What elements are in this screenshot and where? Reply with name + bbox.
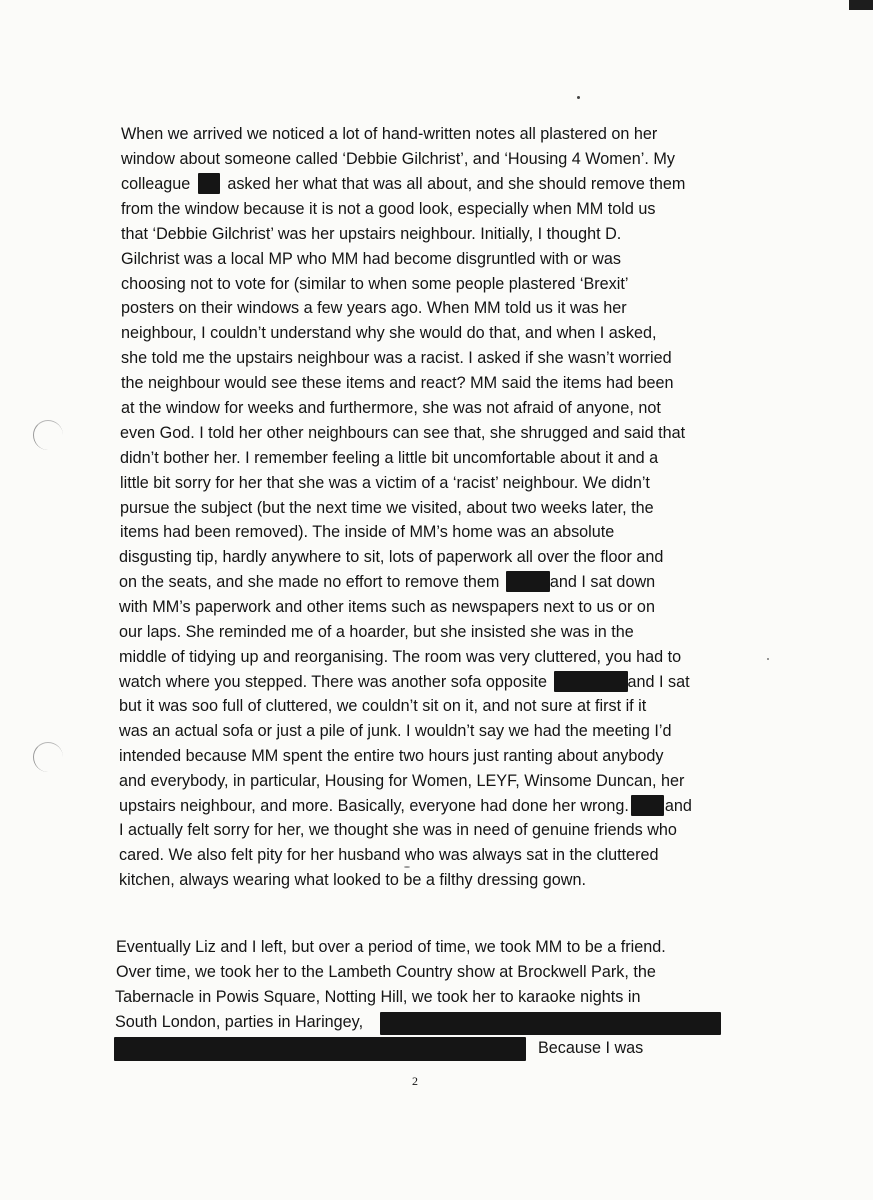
text-line (119, 794, 692, 818)
redaction-bar (198, 173, 220, 194)
redaction-bar (114, 1037, 526, 1061)
redaction-bar (506, 571, 550, 592)
text-line: pursue the subject (but the next time we visited, about two weeks later, the (120, 499, 654, 517)
text-line: intended because MM spent the entire two hours just ranting about anybody (119, 747, 664, 765)
text-segment: and I sat (627, 673, 690, 691)
text-line: neighbour, I couldn’t understand why she would do that, and when I asked, (121, 324, 657, 342)
text-segment: watch where you stepped. There was another sofa opposite (119, 673, 548, 691)
text-segment: asked her what that was all about, and she should remove them (227, 175, 686, 193)
text-line: even God. I told her other neighbours can see that, she shrugged and said that (120, 424, 686, 442)
text-line: she told me the upstairs neighbour was a racist. I asked if she wasn’t worried (121, 349, 672, 367)
punch-hole-bottom (33, 742, 63, 772)
page-number: 2 (412, 1074, 418, 1088)
text-line: choosing not to vote for (similar to when some people plastered ‘Brexit’ (121, 275, 629, 293)
text-line: Eventually Liz and I left, but over a period of time, we took MM to be a friend. (116, 938, 666, 956)
text-line (119, 670, 690, 694)
text-line (121, 172, 685, 196)
text-line: items had been removed). The inside of MM’s home was an absolute (120, 523, 615, 541)
text-line: and everybody, in particular, Housing for Women, LEYF, Winsome Duncan, her (119, 772, 685, 790)
text-line (119, 570, 655, 594)
redaction-bar (631, 795, 664, 816)
scan-speck (767, 658, 769, 660)
text-segment: South London, parties in Haringey, (115, 1013, 364, 1031)
text-line: middle of tidying up and reorganising. The room was very cluttered, you had to (119, 648, 682, 666)
text-line: kitchen, always wearing what looked to be a filthy dressing gown. (119, 871, 586, 889)
text-line: disgusting tip, hardly anywhere to sit, lots of paperwork all over the floor and (119, 548, 664, 566)
text-segment: on the seats, and she made no effort to remove them (119, 573, 500, 591)
text-line: Gilchrist was a local MP who MM had become disgruntled with or was (121, 250, 621, 268)
text-line: the neighbour would see these items and react? MM said the items had been (121, 374, 674, 392)
text-segment: and I sat down (549, 573, 656, 591)
text-line: but it was soo full of cluttered, we couldn’t sit on it, and not sure at first if it (119, 697, 647, 715)
text-line: cared. We also felt pity for her husband who was always sat in the cluttered (119, 846, 659, 864)
text-line: was an actual sofa or just a pile of junk. I wouldn’t say we had the meeting I’d (119, 722, 672, 740)
text-line: at the window for weeks and furthermore, she was not afraid of anyone, not (121, 399, 661, 417)
text-line: I actually felt sorry for her, we thought she was in need of genuine friends who (119, 821, 677, 839)
redaction-bar (380, 1012, 721, 1035)
text-line: little bit sorry for her that she was a victim of a ‘racist’ neighbour. We didn’t (120, 474, 650, 492)
text-line: Tabernacle in Powis Square, Notting Hill, we took her to karaoke nights in (115, 988, 641, 1006)
redaction-bar (554, 671, 628, 692)
text-line: When we arrived we noticed a lot of hand-written notes all plastered on her (121, 125, 658, 143)
scan-speck (577, 96, 580, 99)
text-segment: colleague (121, 175, 191, 193)
text-line: window about someone called ‘Debbie Gilchrist’, and ‘Housing 4 Women’. My (121, 150, 675, 168)
text-line: our laps. She reminded me of a hoarder, but she insisted she was in the (119, 623, 634, 641)
text-line: didn’t bother her. I remember feeling a little bit uncomfortable about it and a (120, 449, 659, 467)
text-line: from the window because it is not a good look, especially when MM told us (121, 200, 656, 218)
scanner-edge-mark (849, 0, 873, 10)
text-line: Because I was (538, 1039, 644, 1057)
punch-hole-top (33, 420, 63, 450)
text-line (115, 1010, 363, 1034)
text-line: that ‘Debbie Gilchrist’ was her upstairs neighbour. Initially, I thought D. (121, 225, 622, 243)
text-segment: upstairs neighbour, and more. Basically, everyone had done her wrong. (119, 797, 629, 815)
text-line: with MM’s paperwork and other items such as newspapers next to us or on (119, 598, 655, 616)
text-line: posters on their windows a few years ago. When MM told us it was her (121, 299, 627, 317)
text-segment: and (664, 797, 692, 815)
text-line: Over time, we took her to the Lambeth Country show at Brockwell Park, the (116, 963, 656, 981)
